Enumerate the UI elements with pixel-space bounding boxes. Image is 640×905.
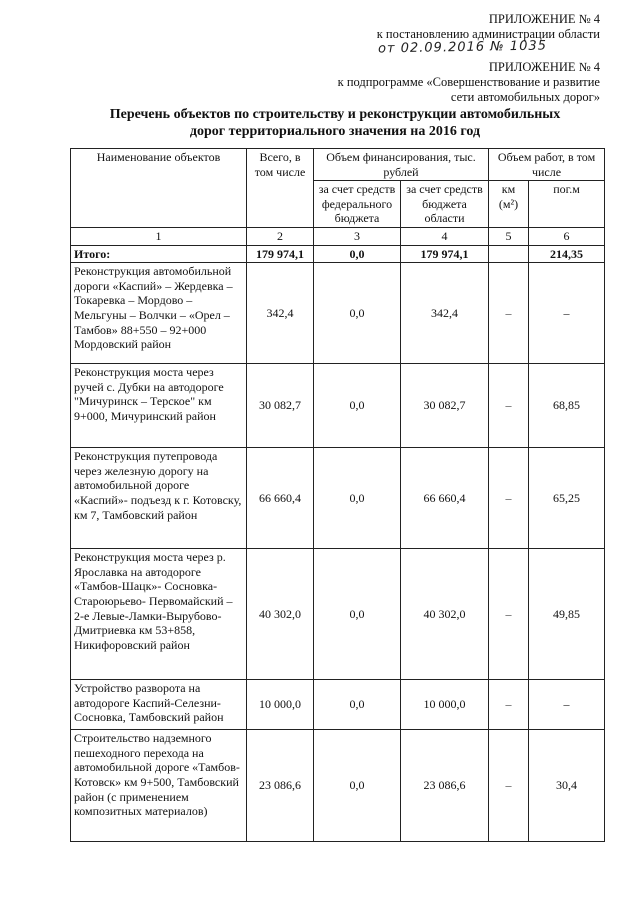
row-total: 66 660,4 — [247, 448, 314, 549]
document-title — [60, 106, 610, 140]
objects-table — [70, 148, 605, 842]
subprogram-line-2: сети автомобильных дорог» — [450, 90, 600, 104]
col-number: 5 — [489, 227, 529, 245]
row-federal: 0,0 — [314, 680, 401, 730]
column-numbers-row — [71, 227, 605, 245]
row-pogm: – — [529, 263, 605, 364]
total-pogm: 214,35 — [529, 245, 605, 263]
header-km: км (м²) — [489, 181, 529, 228]
header-row-1 — [71, 149, 605, 181]
appendix-header — [377, 12, 600, 42]
row-federal: 0,0 — [314, 448, 401, 549]
row-total: 30 082,7 — [247, 364, 314, 448]
row-federal: 0,0 — [314, 364, 401, 448]
row-regional: 342,4 — [401, 263, 489, 364]
title-line-2: дорог территориального значения на 2016 год — [189, 124, 481, 139]
row-federal: 0,0 — [314, 263, 401, 364]
row-name: Реконструкция моста через р. Ярославка на автодороге «Тамбов-Шацк»- Сосновка-Староюрьево- Первомайский – 2-е Левые-Ламки-Вырубово- Дмитриевка км 53+858, Никифоровский район — [71, 549, 247, 680]
row-total: 23 086,6 — [247, 730, 314, 842]
row-pogm: 30,4 — [529, 730, 605, 842]
row-name: Реконструкция автомобильной дороги «Каспий» – Жердевка – Токаревка – Мордово – Мельгуны – Волчки – «Орел – Тамбов» 88+550 – 92+000 Мордовский район — [71, 263, 247, 364]
row-total: 10 000,0 — [247, 680, 314, 730]
row-km: – — [489, 680, 529, 730]
row-regional: 30 082,7 — [401, 364, 489, 448]
row-pogm: 65,25 — [529, 448, 605, 549]
col-number: 4 — [401, 227, 489, 245]
row-km: – — [489, 263, 529, 364]
row-total: 342,4 — [247, 263, 314, 364]
row-km: – — [489, 364, 529, 448]
col-number: 2 — [247, 227, 314, 245]
table-row — [71, 448, 605, 549]
total-regional: 179 974,1 — [401, 245, 489, 263]
row-name: Строительство надземного пешеходного перехода на автомобильной дороге «Тамбов-Котовск» км 9+500, Тамбовский район (с применением композитных материалов) — [71, 730, 247, 842]
total-row — [71, 245, 605, 263]
row-regional: 23 086,6 — [401, 730, 489, 842]
row-pogm: – — [529, 680, 605, 730]
total-km — [489, 245, 529, 263]
col-number: 6 — [529, 227, 605, 245]
total-federal: 0,0 — [314, 245, 401, 263]
subprogram-appendix-title: ПРИЛОЖЕНИЕ № 4 — [488, 60, 600, 74]
header-regional: за счет средств бюджета области — [401, 181, 489, 228]
row-pogm: 49,85 — [529, 549, 605, 680]
header-total: Всего, в том числе — [247, 149, 314, 228]
row-name: Устройство разворота на автодороге Каспий-Селезни-Сосновка, Тамбовский район — [71, 680, 247, 730]
row-km: – — [489, 448, 529, 549]
appendix-title: ПРИЛОЖЕНИЕ № 4 — [488, 12, 600, 26]
table-body — [71, 263, 605, 842]
col-number: 3 — [314, 227, 401, 245]
row-km: – — [489, 730, 529, 842]
row-name: Реконструкция путепровода через железную дорогу на автомобильной дороге «Каспий»- подъезд к г. Котовску, км 7, Тамбовский район — [71, 448, 247, 549]
table-row — [71, 263, 605, 364]
row-total: 40 302,0 — [247, 549, 314, 680]
row-federal: 0,0 — [314, 730, 401, 842]
row-km: – — [489, 549, 529, 680]
header-pogm: пог.м — [529, 181, 605, 228]
total-label: Итого: — [71, 245, 247, 263]
total-sum: 179 974,1 — [247, 245, 314, 263]
header-works: Объем работ, в том числе — [489, 149, 605, 181]
row-federal: 0,0 — [314, 549, 401, 680]
row-regional: 66 660,4 — [401, 448, 489, 549]
table-row — [71, 549, 605, 680]
title-line-1: Перечень объектов по строительству и реконструкции автомобильных — [109, 107, 561, 122]
appendix-subtitle: к постановлению администрации области — [376, 27, 600, 41]
row-name: Реконструкция моста через ручей с. Дубки на автодороге "Мичуринск – Терское" км 9+000, Мичуринский район — [71, 364, 247, 448]
table-row — [71, 364, 605, 448]
table-row — [71, 680, 605, 730]
handwritten-date-number: от 02.09.2016 № 1035 — [377, 38, 548, 57]
table-row — [71, 730, 605, 842]
subprogram-line-1: к подпрограмме «Совершенствование и развитие — [337, 75, 600, 89]
row-regional: 40 302,0 — [401, 549, 489, 680]
row-regional: 10 000,0 — [401, 680, 489, 730]
header-federal: за счет средств федерального бюджета — [314, 181, 401, 228]
row-pogm: 68,85 — [529, 364, 605, 448]
header-funding: Объем финансирования, тыс. рублей — [314, 149, 489, 181]
col-number: 1 — [71, 227, 247, 245]
subprogram-header — [338, 60, 600, 105]
header-name: Наименование объектов — [71, 149, 247, 228]
